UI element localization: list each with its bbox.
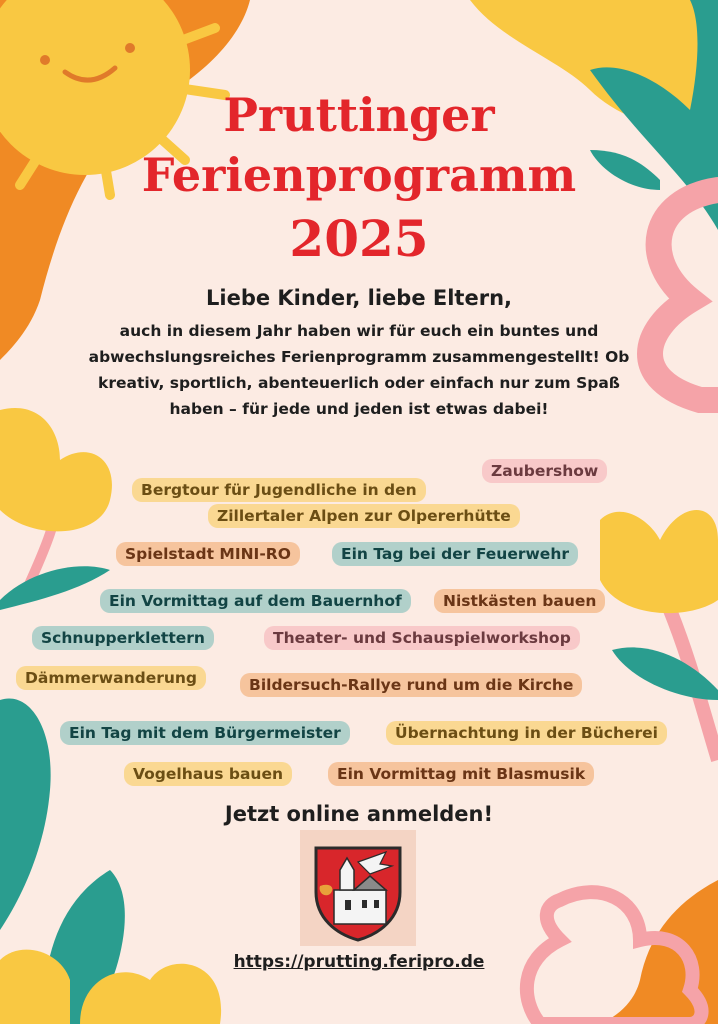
intro-text: auch in diesem Jahr haben wir für euch ein buntes und abwechslungsreiches Ferienprogramm zusammengestellt! Ob kreativ, sportlich, abenteuerlich oder einfach nur zum Spaß haben – für jede und jeden ist etwas dabei! bbox=[88, 322, 630, 418]
activity-tag: Theater- und Schauspielworkshop bbox=[264, 626, 580, 650]
activity-tag: Schnupperklettern bbox=[32, 626, 214, 650]
activity-tag: Ein Tag bei der Feuerwehr bbox=[332, 542, 578, 566]
activity-tag: Ein Vormittag mit Blasmusik bbox=[328, 762, 594, 786]
activity-tag: Bergtour für Jugendliche in den bbox=[132, 478, 426, 502]
greeting: Liebe Kinder, liebe Eltern, bbox=[206, 286, 512, 310]
activity-tag: Ein Vormittag auf dem Bauernhof bbox=[100, 589, 411, 613]
activity-tag: Spielstadt MINI-RO bbox=[116, 542, 300, 566]
title-line-1: Pruttinger bbox=[223, 88, 495, 142]
activity-tag: Zillertaler Alpen zur Olpererhütte bbox=[208, 504, 520, 528]
activity-tag: Vogelhaus bauen bbox=[124, 762, 292, 786]
activity-tag: Nistkästen bauen bbox=[434, 589, 605, 613]
registration-link[interactable]: https://prutting.feripro.de bbox=[233, 952, 485, 972]
coat-of-arms-frame bbox=[300, 830, 416, 946]
register-call-to-action: Jetzt online anmelden! bbox=[224, 802, 494, 826]
activity-tag: Zaubershow bbox=[482, 459, 607, 483]
title-year: 2025 bbox=[289, 209, 429, 268]
activity-tag: Übernachtung in der Bücherei bbox=[386, 721, 667, 745]
coat-of-arms-icon bbox=[300, 830, 416, 946]
activity-tag: Ein Tag mit dem Bürgermeister bbox=[60, 721, 350, 745]
activity-tag: Bildersuch-Rallye rund um die Kirche bbox=[240, 673, 582, 697]
title-line-2: Ferienprogramm bbox=[141, 148, 577, 202]
activity-tag: Dämmerwanderung bbox=[16, 666, 206, 690]
tulip-icon bbox=[0, 408, 112, 610]
